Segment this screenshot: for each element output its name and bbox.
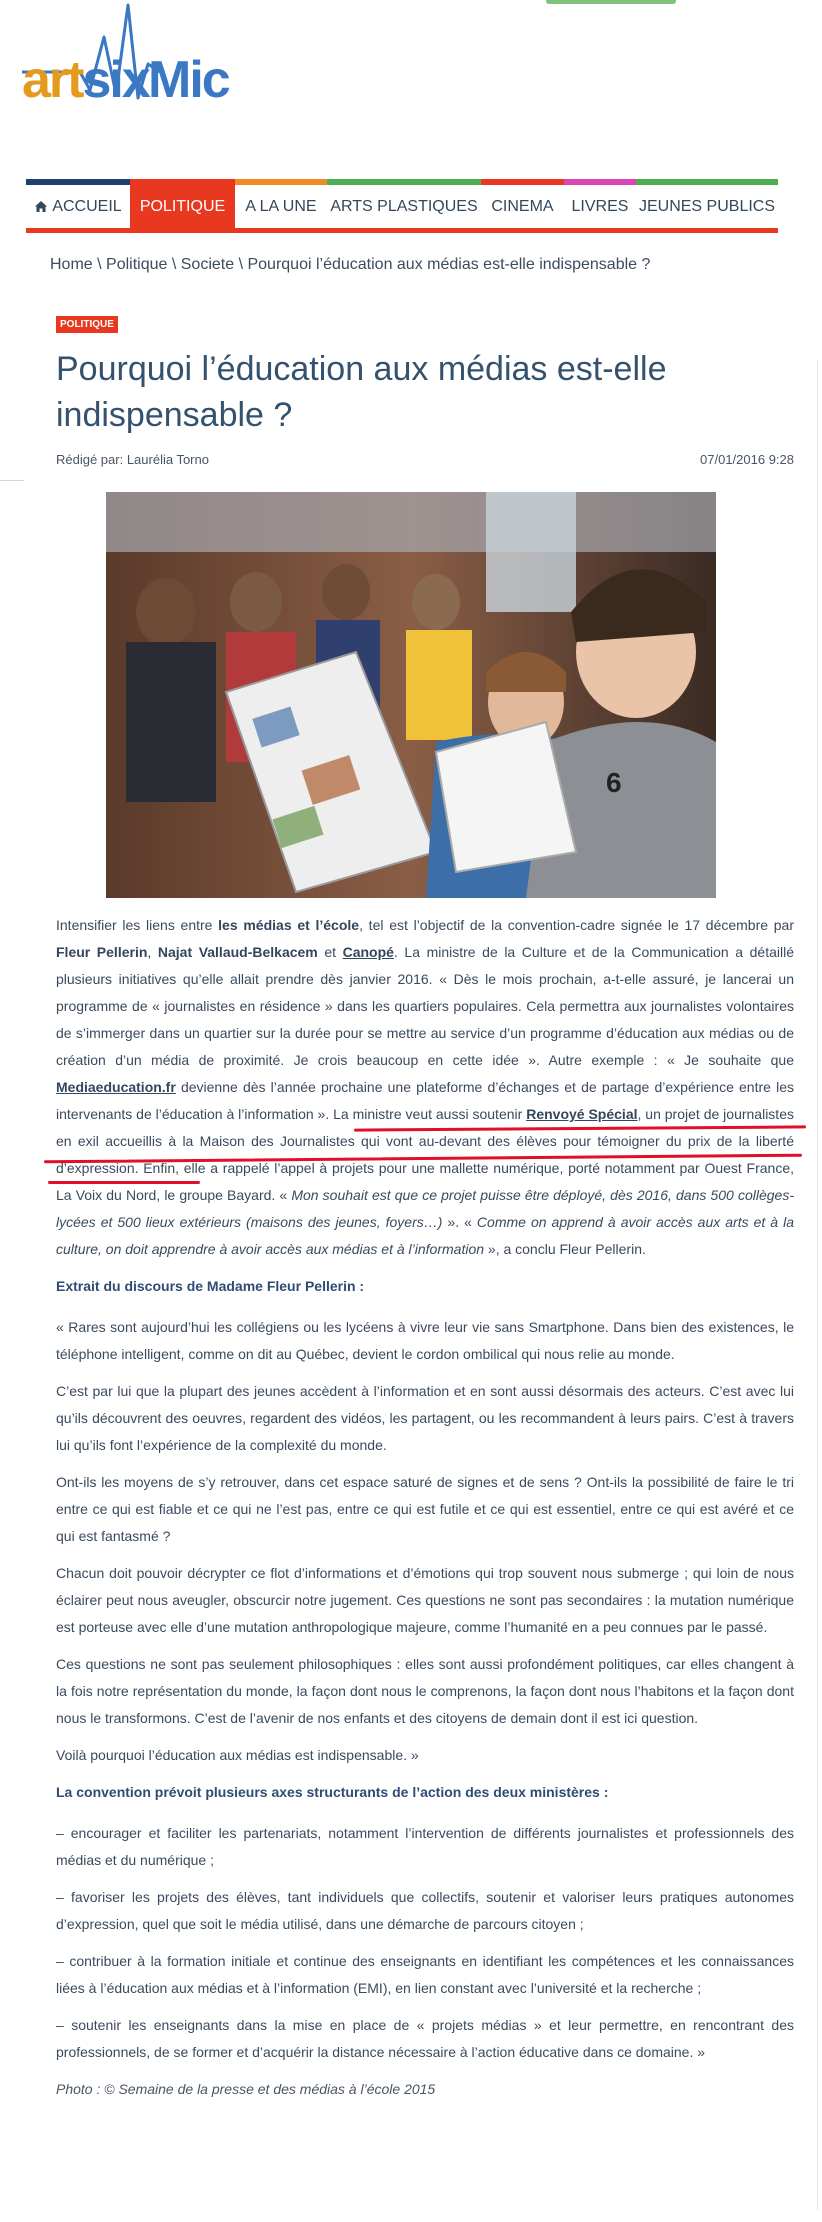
breadcrumb-politique[interactable]: Politique xyxy=(106,256,168,273)
text-run: Intensifier les liens entre xyxy=(56,917,219,933)
section-heading: La convention prévoit plusieurs axes structurants de l’action des deux ministères : xyxy=(56,1784,609,1800)
nav-label: CINEMA xyxy=(491,197,554,215)
logo-text-mic: Mic xyxy=(148,51,229,109)
divider xyxy=(0,480,24,481)
nav-item-livres[interactable] xyxy=(564,185,636,228)
link-mediaeducation[interactable]: Mediaeducation.fr xyxy=(56,1079,176,1095)
text-run: ». « xyxy=(442,1214,477,1230)
section-heading: Extrait du discours de Madame Fleur Pellerin : xyxy=(56,1278,365,1294)
category-badge[interactable]: POLITIQUE xyxy=(56,316,118,333)
quote-paragraph: C’est par lui que la plupart des jeunes accèdent à l’information et en sont aussi désormais des acteurs. C’est avec lui qu’ils découvrent des oeuvres, regardent des vidéos, les partagent, ou les recommandent à leurs pairs. C’est à travers lui qu’ils font l’expérience de la complexité du monde. xyxy=(56,1383,794,1453)
photo-caption: Photo : © Semaine de la presse et des médias à l’école 2015 xyxy=(56,2081,436,2097)
quote-paragraph: Ont-ils les moyens de s’y retrouver, dans cet espace saturé de signes et de sens ? Ont-ils la possibilité de faire le tri entre ce qui est fiable et ce qui ne l’est pas, entre ce qui est futile et ce qui est essentiel, entre ce qui est avéré et ce qui est fantasmé ? xyxy=(56,1474,794,1544)
nav-item-accueil[interactable] xyxy=(26,185,130,228)
text-run: . La ministre de la Culture et de la Communication a détaillé plusieurs initiatives qu’elle allait prendre dès janvier 2016. « Dès le mois prochain, a-t-elle assuré, je lancerai un programme de « journalistes en résidence » dans les quartiers populaires. Cela permettra aux journalistes volontaires de s’immerger dans un quartier sur la durée pour se mettre au service d’un programme d’éducation aux médias ou de création d’un média de proximité. Je crois beaucoup en cette idée ». Autre exemple : « Je souhaite que xyxy=(56,944,794,1068)
article-date: 07/01/2016 9:28 xyxy=(700,452,794,467)
logo-text-art: art xyxy=(22,51,83,109)
text-run: , un projet de journalistes en exil accueillis à la Maison des Journalistes qui vont au-devant des élèves pour témoigner du prix de la liberté d’expression. Enfin, elle a rappelé l’appel à projets pour une mallette numérique, porté notamment par Ouest France, La Voix du Nord, le groupe Bayard. « xyxy=(56,1106,794,1203)
svg-text:6: 6 xyxy=(606,767,622,798)
breadcrumb-separator: \ xyxy=(234,256,248,273)
red-underline-annotation xyxy=(48,1181,200,1184)
list-item: – contribuer à la formation initiale et continue des enseignants en identifiant les compétences et les connaissances liées à l’éducation aux médias et à l’information (EMI), en lien constant avec l’université et la recherche ; xyxy=(56,1953,794,1996)
nav-label: JEUNES PUBLICS xyxy=(638,197,776,215)
nav-label: POLITIQUE xyxy=(139,197,226,215)
link-renvoye-special[interactable]: Renvoyé Spécial xyxy=(526,1106,638,1122)
svg-text:artsix xyxy=(22,51,151,109)
list-item: – soutenir les enseignants dans la mise en place de « projets médias » et leur permettre, en rencontrant des professionnels, de se former et d’acquérir la distance nécessaire à l’action éducative dans ce domaine. » xyxy=(56,2017,794,2060)
text-run: », a conclu Fleur Pellerin. xyxy=(484,1241,646,1257)
breadcrumb-separator: \ xyxy=(92,256,107,273)
nav-item-cinema[interactable] xyxy=(481,185,564,228)
nav-label: LIVRES xyxy=(571,197,629,215)
nav-label: A LA UNE xyxy=(245,197,317,215)
article-title: Pourquoi l’éducation aux médias est-elle indispensable ? xyxy=(56,350,667,434)
list-item: – encourager et faciliter les partenariats, notamment l’intervention de différents journalistes et professionnels des médias et du numérique ; xyxy=(56,1825,794,1868)
breadcrumb xyxy=(50,256,650,274)
quote-paragraph: Voilà pourquoi l’éducation aux médias est indispensable. » xyxy=(56,1747,419,1763)
site-logo[interactable] xyxy=(20,2,230,130)
breadcrumb-home[interactable]: Home xyxy=(50,256,93,273)
main-nav xyxy=(26,179,778,233)
divider xyxy=(817,360,818,2210)
text-run-bold: les médias et l’école xyxy=(218,917,360,933)
nav-item-jeunes-publics[interactable] xyxy=(636,185,778,228)
home-icon xyxy=(34,200,48,213)
nav-bottom-bar xyxy=(26,228,778,233)
text-run-italic: Mon souhait est que ce projet puisse être déployé, dès 2016, dans 500 collèges-lycées et 500 lieux extérieurs (maisons des jeunes, foyers…) xyxy=(56,1187,794,1230)
text-run: , tel est l’objectif de la convention-cadre signée le 17 décembre par xyxy=(359,917,794,933)
nav-item-arts-plastiques[interactable] xyxy=(327,185,481,228)
article-body xyxy=(56,912,794,2113)
article-author: Rédigé par: Laurélia Torno xyxy=(56,452,209,467)
article-paragraph xyxy=(56,912,794,1263)
quote-paragraph: Ces questions ne sont pas seulement philosophiques : elles sont aussi profondément politiques, car elles changent à la fois notre représentation du monde, la façon dont nous le comprenons, la façon dont nous l’habitons et la façon dont nous le transformons. C’est de l’avenir de nos enfants et des citoyens de demain dont il est ici question. xyxy=(56,1656,794,1726)
article-photo xyxy=(106,492,716,898)
text-run-bold: Fleur Pellerin xyxy=(56,944,148,960)
text-run: , xyxy=(147,944,158,960)
text-run: devienne dès l’année prochaine une plateforme d’échanges et de partage d’expérience entre les intervenants de l’éducation à l’information ». La ministre veut aussi soutenir xyxy=(56,1079,794,1122)
text-run-italic: Comme on apprend à avoir accès aux arts et à la culture, on doit apprendre à avoir accès aux médias et à l’information xyxy=(56,1214,794,1257)
quote-paragraph: Chacun doit pouvoir décrypter ce flot d’informations et d’émotions qui trop souvent nous submerge ; qui loin de nous éclairer peut nous aveugler, obscurcir notre jugement. Ces questions ne sont pas secondaires : la mutation numérique est porteuse avec elle d’une mutation anthropologique majeure, comme l’humanité en a peu connues par le passé. xyxy=(56,1565,794,1635)
logo-text-six: six xyxy=(82,51,149,109)
breadcrumb-current: Pourquoi l’éducation aux médias est-elle indispensable ? xyxy=(247,256,651,273)
text-run-bold: Najat Vallaud-Belkacem xyxy=(157,944,318,960)
quote-paragraph: « Rares sont aujourd’hui les collégiens ou les lycéens à vivre leur vie sans Smartphone. Dans bien des existences, le téléphone intelligent, comme on dit au Québec, devient le cordon ombilical qui nous relie au monde. xyxy=(56,1319,794,1362)
top-button[interactable] xyxy=(546,0,676,4)
breadcrumb-separator: \ xyxy=(167,256,181,273)
nav-item-politique[interactable] xyxy=(130,185,235,228)
nav-label: ARTS PLASTIQUES xyxy=(330,197,478,215)
list-item: – favoriser les projets des élèves, tant individuels que collectifs, soutenir et valoriser leurs pratiques autonomes d’expression, quel que soit le média utilisé, dans une démarche de parcours citoyen ; xyxy=(56,1889,794,1932)
nav-label: ACCUEIL xyxy=(52,197,122,215)
text-run: et xyxy=(317,944,343,960)
breadcrumb-societe[interactable]: Societe xyxy=(180,256,235,273)
link-canope[interactable]: Canopé xyxy=(342,944,394,960)
nav-item-a-la-une[interactable] xyxy=(235,185,327,228)
